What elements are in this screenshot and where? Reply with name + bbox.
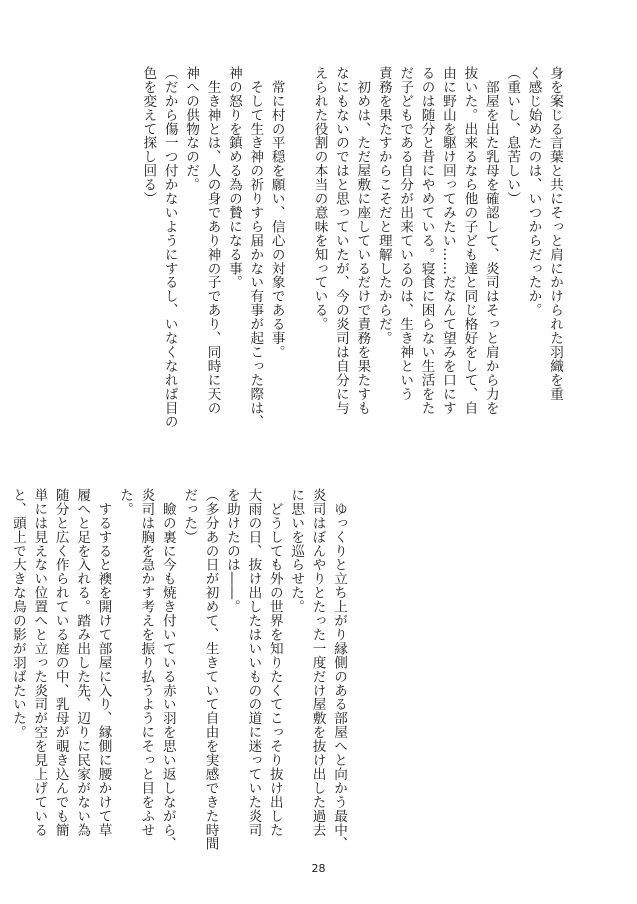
text-column: く感じ始めたのは、いつからだったか。 xyxy=(525,66,542,318)
text-column: なにもないのではと思っていたが、今の炎司は自分に与 xyxy=(332,66,349,415)
text-column: と、頭上で大きな鳥の影が羽ばたいた。 xyxy=(9,488,26,740)
text-column: 身を案じる言葉と共にそっと肩にかけられた羽織を重 xyxy=(547,66,563,401)
text-column: 部屋を出た乳母を確認して、炎司はそっと肩から力を xyxy=(482,66,499,415)
text-column: 瞼の裏に今も焼き付いている赤い羽を思い返しながら、 xyxy=(159,488,176,851)
text-column: するすると襖を開けて部屋に入り、縁側に腰かけて草 xyxy=(95,488,112,837)
text-column: 神への供物なのだ。 xyxy=(183,66,200,192)
text-column: 炎司は胸を急かす考えを振り払うようにそっと目をふせ xyxy=(138,488,155,837)
text-column: 常に村の平穏を願い、信心の対象である事。 xyxy=(268,66,285,359)
text-column: （だから傷一つ付かないようにするし、いなくなれば目の xyxy=(161,66,178,429)
text-column: 初めは、ただ屋敷に座しているだけで責務を果たすも xyxy=(354,66,371,415)
text-column: だ子どもである自分が出来ているのは、生き神という xyxy=(397,66,414,401)
text-column: 履へと足を入れる。踏み出した先、辺りに民家がない為 xyxy=(74,488,91,837)
text-column: を助けたのは――。 xyxy=(223,488,240,614)
lower-text-block xyxy=(0,488,349,851)
text-column: 単には見えない位置へと立った炎司が空を見上げている xyxy=(31,488,48,837)
text-column: どうしても外の世界を知りたくてこっそり抜け出した xyxy=(266,488,283,837)
text-column: た。 xyxy=(116,488,133,516)
text-column: 大雨の日、抜け出したはいいものの道に迷っていた炎司 xyxy=(245,488,262,837)
text-column: （重いし、息苦しい） xyxy=(504,66,521,206)
text-column: そして生き神の祈りすら届かない有事が起こった際は、 xyxy=(247,66,264,429)
text-column: に思いを巡らせた。 xyxy=(288,488,305,614)
text-column: 責務を果たすからこそだと理解したからだ。 xyxy=(375,66,392,345)
text-column: るのは随分と昔にやめている。寝食に困らない生活をた xyxy=(418,66,435,415)
text-column xyxy=(287,66,308,441)
text-column: 神の怒りを鎮める為の贄になる事。 xyxy=(225,66,242,290)
text-column: えられた役割の本当の意味を知っている。 xyxy=(311,66,328,332)
upper-text-block xyxy=(137,66,565,441)
text-column: 随分と広く作られている庭の中、乳母が覗き込んでも簡 xyxy=(52,488,69,837)
page-number: 28 xyxy=(311,862,326,875)
text-column: 色を変えて探し回る） xyxy=(140,66,157,206)
text-column: だった） xyxy=(181,488,198,544)
text-column: （多分あの日が初めて、生きていて自由を実感できた時間 xyxy=(202,488,219,851)
text-column: 生き神とは、人の身であり神の子であり、同時に天の xyxy=(204,66,221,415)
text-column: ゆっくりと立ち上がり縁側のある部屋へと向かう最中、 xyxy=(331,488,347,851)
text-column xyxy=(0,488,7,836)
text-column: 由に野山を駆け回ってみたい……だなんて望みを口にす xyxy=(439,66,456,415)
text-column: 抜いた。出来るなら他の子ども達と同じ格好をして、自 xyxy=(461,66,478,415)
text-column: 炎司はぼんやりとたった一度だけ屋敷を抜け出した過去 xyxy=(309,488,326,837)
